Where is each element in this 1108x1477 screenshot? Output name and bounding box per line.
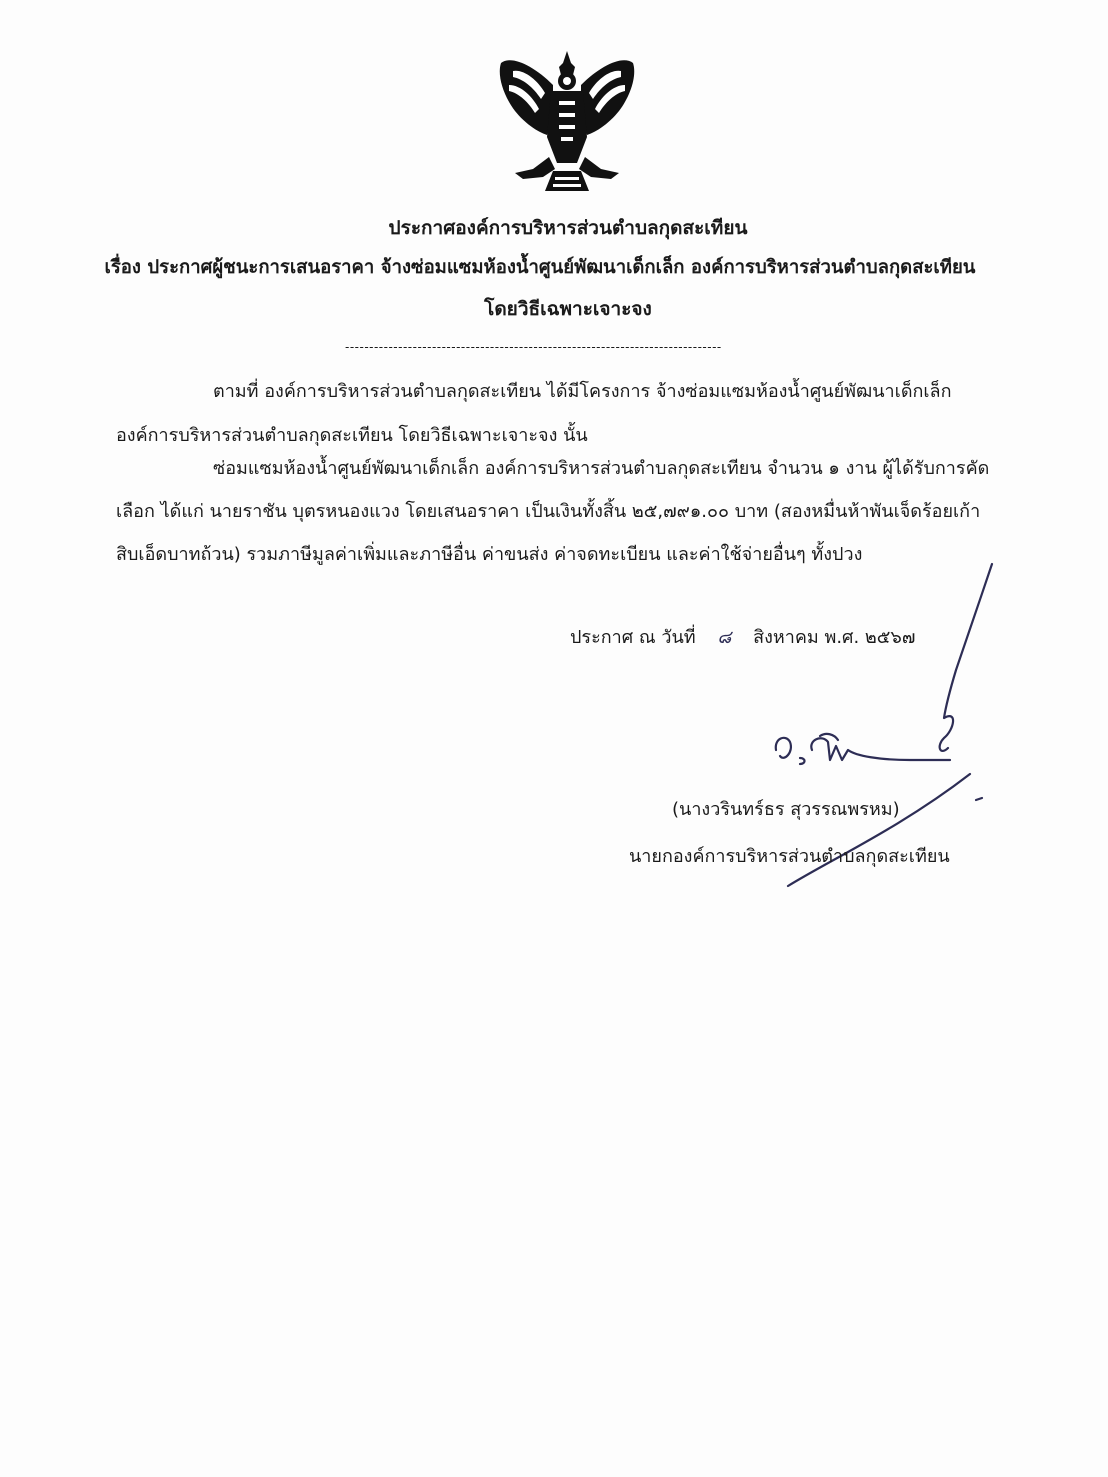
paragraph-1-line-1: ตามที่ องค์การบริหารส่วนตำบลกุดสะเทียน ได้มีโครงการ จ้างซ่อมแซมห้องน้ำศูนย์พัฒนาเด็กเล็ก <box>213 381 952 402</box>
signer-name: (นางวรินทร์ธร สุวรรณพรหม) <box>672 799 900 820</box>
paragraph-2-line-1: ซ่อมแซมห้องน้ำศูนย์พัฒนาเด็กเล็ก องค์การบริหารส่วนตำบลกุดสะเทียน จำนวน ๑ งาน ผู้ได้รับการคัด <box>213 458 990 479</box>
paragraph-1-line-2: องค์การบริหารส่วนตำบลกุดสะเทียน โดยวิธีเฉพาะเจาะจง นั้น <box>116 425 588 446</box>
garuda-emblem-icon <box>493 45 641 195</box>
signer-title: นายกองค์การบริหารส่วนตำบลกุดสะเทียน <box>629 846 950 867</box>
date-month-year: สิงหาคม พ.ศ. ๒๕๖๗ <box>753 627 916 648</box>
divider-rule: ------------------------------------------------------------------------------ <box>345 340 722 354</box>
date-day-handwritten: ๘ <box>717 627 732 648</box>
date-prefix: ประกาศ ณ วันที่ <box>570 627 696 648</box>
paragraph-2-line-3: สิบเอ็ดบาทถ้วน) รวมภาษีมูลค่าเพิ่มและภาษีอื่น ค่าขนส่ง ค่าจดทะเบียน และค่าใช้จ่ายอื่นๆ ทั้งปวง <box>116 544 863 565</box>
announcement-title: ประกาศองค์การบริหารส่วนตำบลกุดสะเทียน <box>388 217 748 239</box>
announcement-subject: เรื่อง ประกาศผู้ชนะการเสนอราคา จ้างซ่อมแซมห้องน้ำศูนย์พัฒนาเด็กเล็ก องค์การบริหารส่วนตำบลกุดสะเทียน <box>104 257 976 278</box>
procurement-method: โดยวิธีเฉพาะเจาะจง <box>484 298 652 320</box>
paragraph-2-line-2: เลือก ได้แก่ นายราชัน บุตรหนองแวง โดยเสนอราคา เป็นเงินทั้งสิ้น ๒๕,๗๙๑.๐๐ บาท (สองหมื่นห้าพันเจ็ดร้อยเก้า <box>116 501 981 522</box>
